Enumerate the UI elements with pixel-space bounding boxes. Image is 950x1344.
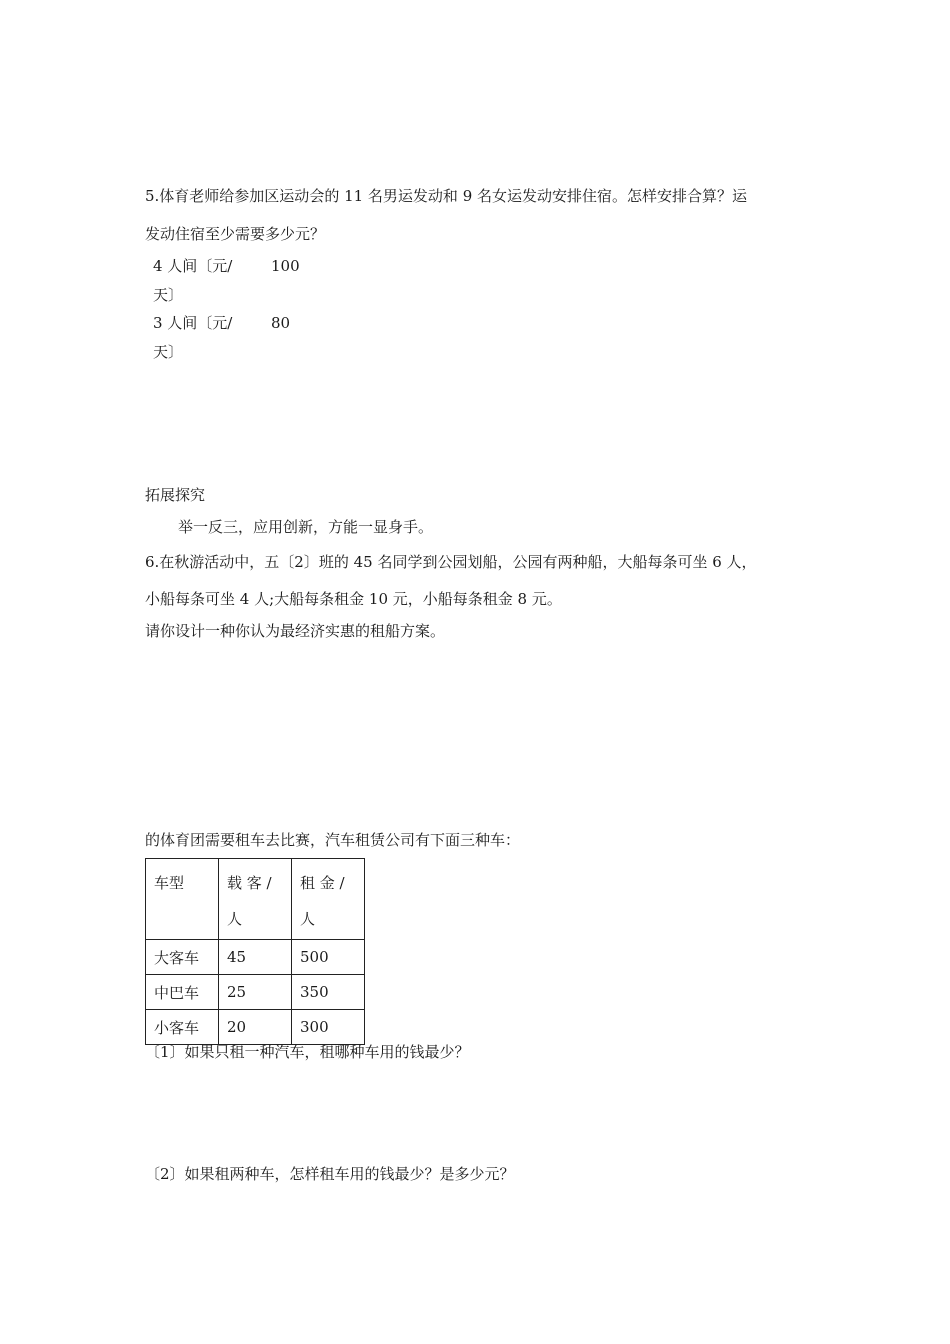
header-rent-line-1: 租 金 / bbox=[300, 874, 345, 892]
table-header-row bbox=[146, 859, 365, 940]
q5-line-2: 发动住宿至少需要多少元？ bbox=[145, 225, 326, 243]
header-capacity bbox=[219, 859, 292, 940]
extension-motto: 举一反三，应用创新，方能一显身手。 bbox=[178, 518, 434, 536]
room-4-unit: 天〕 bbox=[153, 286, 184, 304]
header-capacity-line-1: 载 客 / bbox=[227, 874, 272, 892]
cell-type: 中巴车 bbox=[146, 975, 219, 1010]
cell-type: 大客车 bbox=[146, 940, 219, 975]
cell-type: 小客车 bbox=[146, 1010, 219, 1045]
q7-sub-2: 〔2〕如果租两种车，怎样租车用的钱最少？是多少元？ bbox=[145, 1165, 515, 1183]
header-capacity-line-2: 人 bbox=[227, 910, 243, 928]
table-row bbox=[146, 1010, 365, 1045]
q6-line-2: 小船每条可坐 4 人;大船每条租金 10 元，小船每条租金 8 元。 bbox=[145, 590, 562, 608]
room-4-price: 100 bbox=[271, 257, 300, 275]
room-4-label: 4 人间〔元/ bbox=[153, 257, 233, 275]
cell-rent: 350 bbox=[292, 975, 365, 1010]
table-row bbox=[146, 940, 365, 975]
table-row bbox=[146, 975, 365, 1010]
header-rent bbox=[292, 859, 365, 940]
header-rent-line-2: 人 bbox=[300, 910, 316, 928]
cell-capacity: 25 bbox=[219, 975, 292, 1010]
rental-table bbox=[145, 858, 365, 1045]
header-vehicle-type-text: 车型 bbox=[154, 874, 185, 892]
room-3-unit: 天〕 bbox=[153, 343, 184, 361]
q6-line-1: 6.在秋游活动中，五〔2〕班的 45 名同学到公园划船，公园有两种船，大船每条可坐 6 人， bbox=[145, 553, 757, 571]
q6-line-3: 请你设计一种你认为最经济实惠的租船方案。 bbox=[145, 622, 446, 640]
room-3-label: 3 人间〔元/ bbox=[153, 314, 233, 332]
cell-capacity: 45 bbox=[219, 940, 292, 975]
cell-capacity: 20 bbox=[219, 1010, 292, 1045]
header-vehicle-type bbox=[146, 859, 219, 940]
cell-rent: 500 bbox=[292, 940, 365, 975]
q7-sub-1: 〔1〕如果只租一种汽车，租哪种车用的钱最少？ bbox=[145, 1043, 470, 1061]
extension-heading: 拓展探究 bbox=[145, 486, 206, 504]
q5-line-1: 5.体育老师给参加区运动会的 11 名男运发动和 9 名女运发动安排住宿。怎样安排合算？运 bbox=[145, 187, 748, 205]
cell-rent: 300 bbox=[292, 1010, 365, 1045]
q7-intro: 的体育团需要租车去比赛，汽车租赁公司有下面三种车： bbox=[145, 831, 521, 849]
room-3-price: 80 bbox=[271, 314, 291, 332]
